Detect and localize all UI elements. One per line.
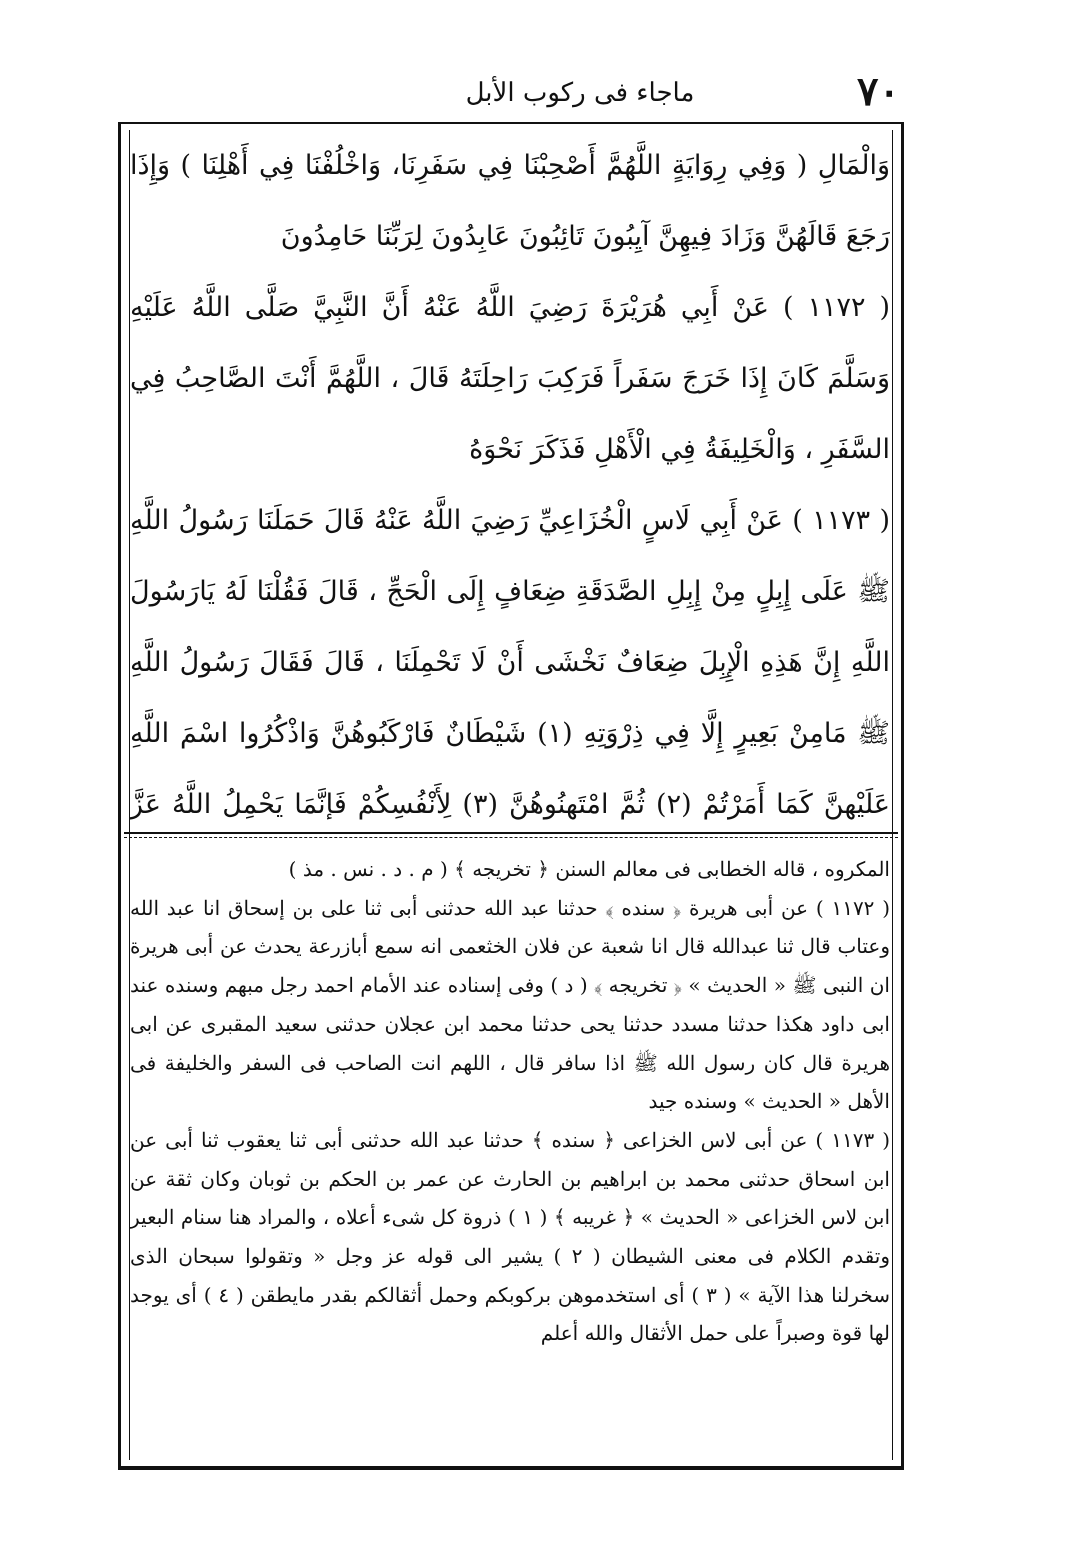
footnotes [130,850,890,1462]
hadith-text [130,130,890,820]
hadith-paragraph: وَالْمَالِ ( وَفِي رِوَايَةٍ اللَّهُمَّ أَصْحِبْنَا فِي سَفَرِنَا، وَاخْلُفْنَا فِي أَهْلِنَا ) وَإِذَا رَجَعَ قَالَهُنَّ وَزَادَ فِيهِنَّ آيِبُونَ تَائِبُونَ عَابِدُونَ لِرَبِّنَا حَامِدُونَ [130,150,890,252]
footnote-paragraph: ( ١١٧٢ ) عن أبى هريرة ﴿ سنده ﴾ حدثنا عبد الله حدثنى أبى ثنا على بن إسحاق انا عبد الله وعتاب قال ثنا عبدالله قال انا شعبة عن فلان الخثعمى انه سمع أبازرعة يحدث عن أبى هريرة ان النبى ﷺ « الحديث » ﴿ تخريجه ﴾ ( د ) وفى إسناده عند الأمام احمد رجل مبهم وسنده عند ابى داود هكذا حدثنا مسدد حدثنا يحى حدثنا محمد ابن عجلان حدثنى سعيد المقبرى عن ابى هريرة قال كان رسول الله ﷺ اذا سافر قال ، اللهم انت الصاحب فى السفر والخليفة فى الأهل « الحديث » وسنده جيد [130,895,890,1114]
running-title: ماجاء فى ركوب الأبل [465,78,695,108]
section-divider [124,832,898,844]
page-number: ٧٠ [857,68,900,115]
footnote-paragraph: ( ١١٧٣ ) عن أبى لاس الخزاعى ﴿ سنده ﴾ حدثنا عبد الله حدثنى أبى ثنا يعقوب ثنا أبى عن ابن اسحاق حدثنى محمد بن ابراهيم بن الحارث عن عمر بن الحكم بن ثوبان وكان ثقة عن ابن لاس الخزاعى « الحديث » ﴿ غريبه ﴾ ( ١ ) ذروة كل شىء أعلاه ، والمراد هنا سنام البعير وتقدم الكلام فى معنى الشيطان ( ٢ ) يشير الى قوله عز وجل « وتقولوا سبحان الذى سخرلنا هذا الآية » ( ٣ ) أى استخدموهن بركوبكم وحمل أثقالكم بقدر مايطقن ( ٤ ) أى يوجد لها قوة وصبراً على حمل الأثقال والله أعلم [130,1127,890,1346]
footnote-paragraph: المكروه ، قاله الخطابى فى معالم السنن ﴿ تخريجه ﴾ ( م . د . نس . مذ ) [288,857,890,881]
hadith-paragraph: ( ١١٧٢ ) عَنْ أَبِي هُرَيْرَةَ رَضِيَ اللَّهُ عَنْهُ أَنَّ النَّبِيَّ صَلَّى اللَّهُ عَلَيْهِ وَسَلَّمَ كَانَ إِذَا خَرَجَ سَفَراً فَرَكِبَ رَاحِلَتَهُ قَالَ ، اللَّهُمَّ أَنْتَ الصَّاحِبُ فِي السَّفَرِ ، وَالْخَلِيفَةُ فِي الْأَهْلِ فَذَكَرَ نَحْوَهُ [130,292,890,465]
hadith-paragraph: ( ١١٧٣ ) عَنْ أَبِي لَاسٍ الْخُزَاعِيِّ رَضِيَ اللَّهُ عَنْهُ قَالَ حَمَلَنَا رَسُولُ اللَّهِ ﷺ عَلَى إِبِلٍ مِنْ إِبِلِ الصَّدَقَةِ ضِعَافٍ إِلَى الْحَجِّ ، قَالَ فَقُلْنَا لَهُ يَارَسُولَ اللَّهِ إِنَّ هَذِهِ الْإِبِلَ ضِعَافٌ نَخْشَى أَنْ لَا تَحْمِلَنَا ، قَالَ فَقَالَ رَسُولُ اللَّهِ ﷺ مَامِنْ بَعِيرٍ إِلَّا فِي ذِرْوَتِهِ (١) شَيْطَانٌ فَارْكَبُوهُنَّ وَاذْكُرُوا اسْمَ اللَّهِ عَلَيْهِنَّ كَمَا أَمَرْتُمْ (٢) ثُمَّ امْتَهِنُوهُنَّ (٣) لِأَنْفُسِكُمْ فَإِنَّمَا يَحْمِلُ اللَّهُ عَزَّ [130,505,890,820]
page-header [120,68,900,118]
